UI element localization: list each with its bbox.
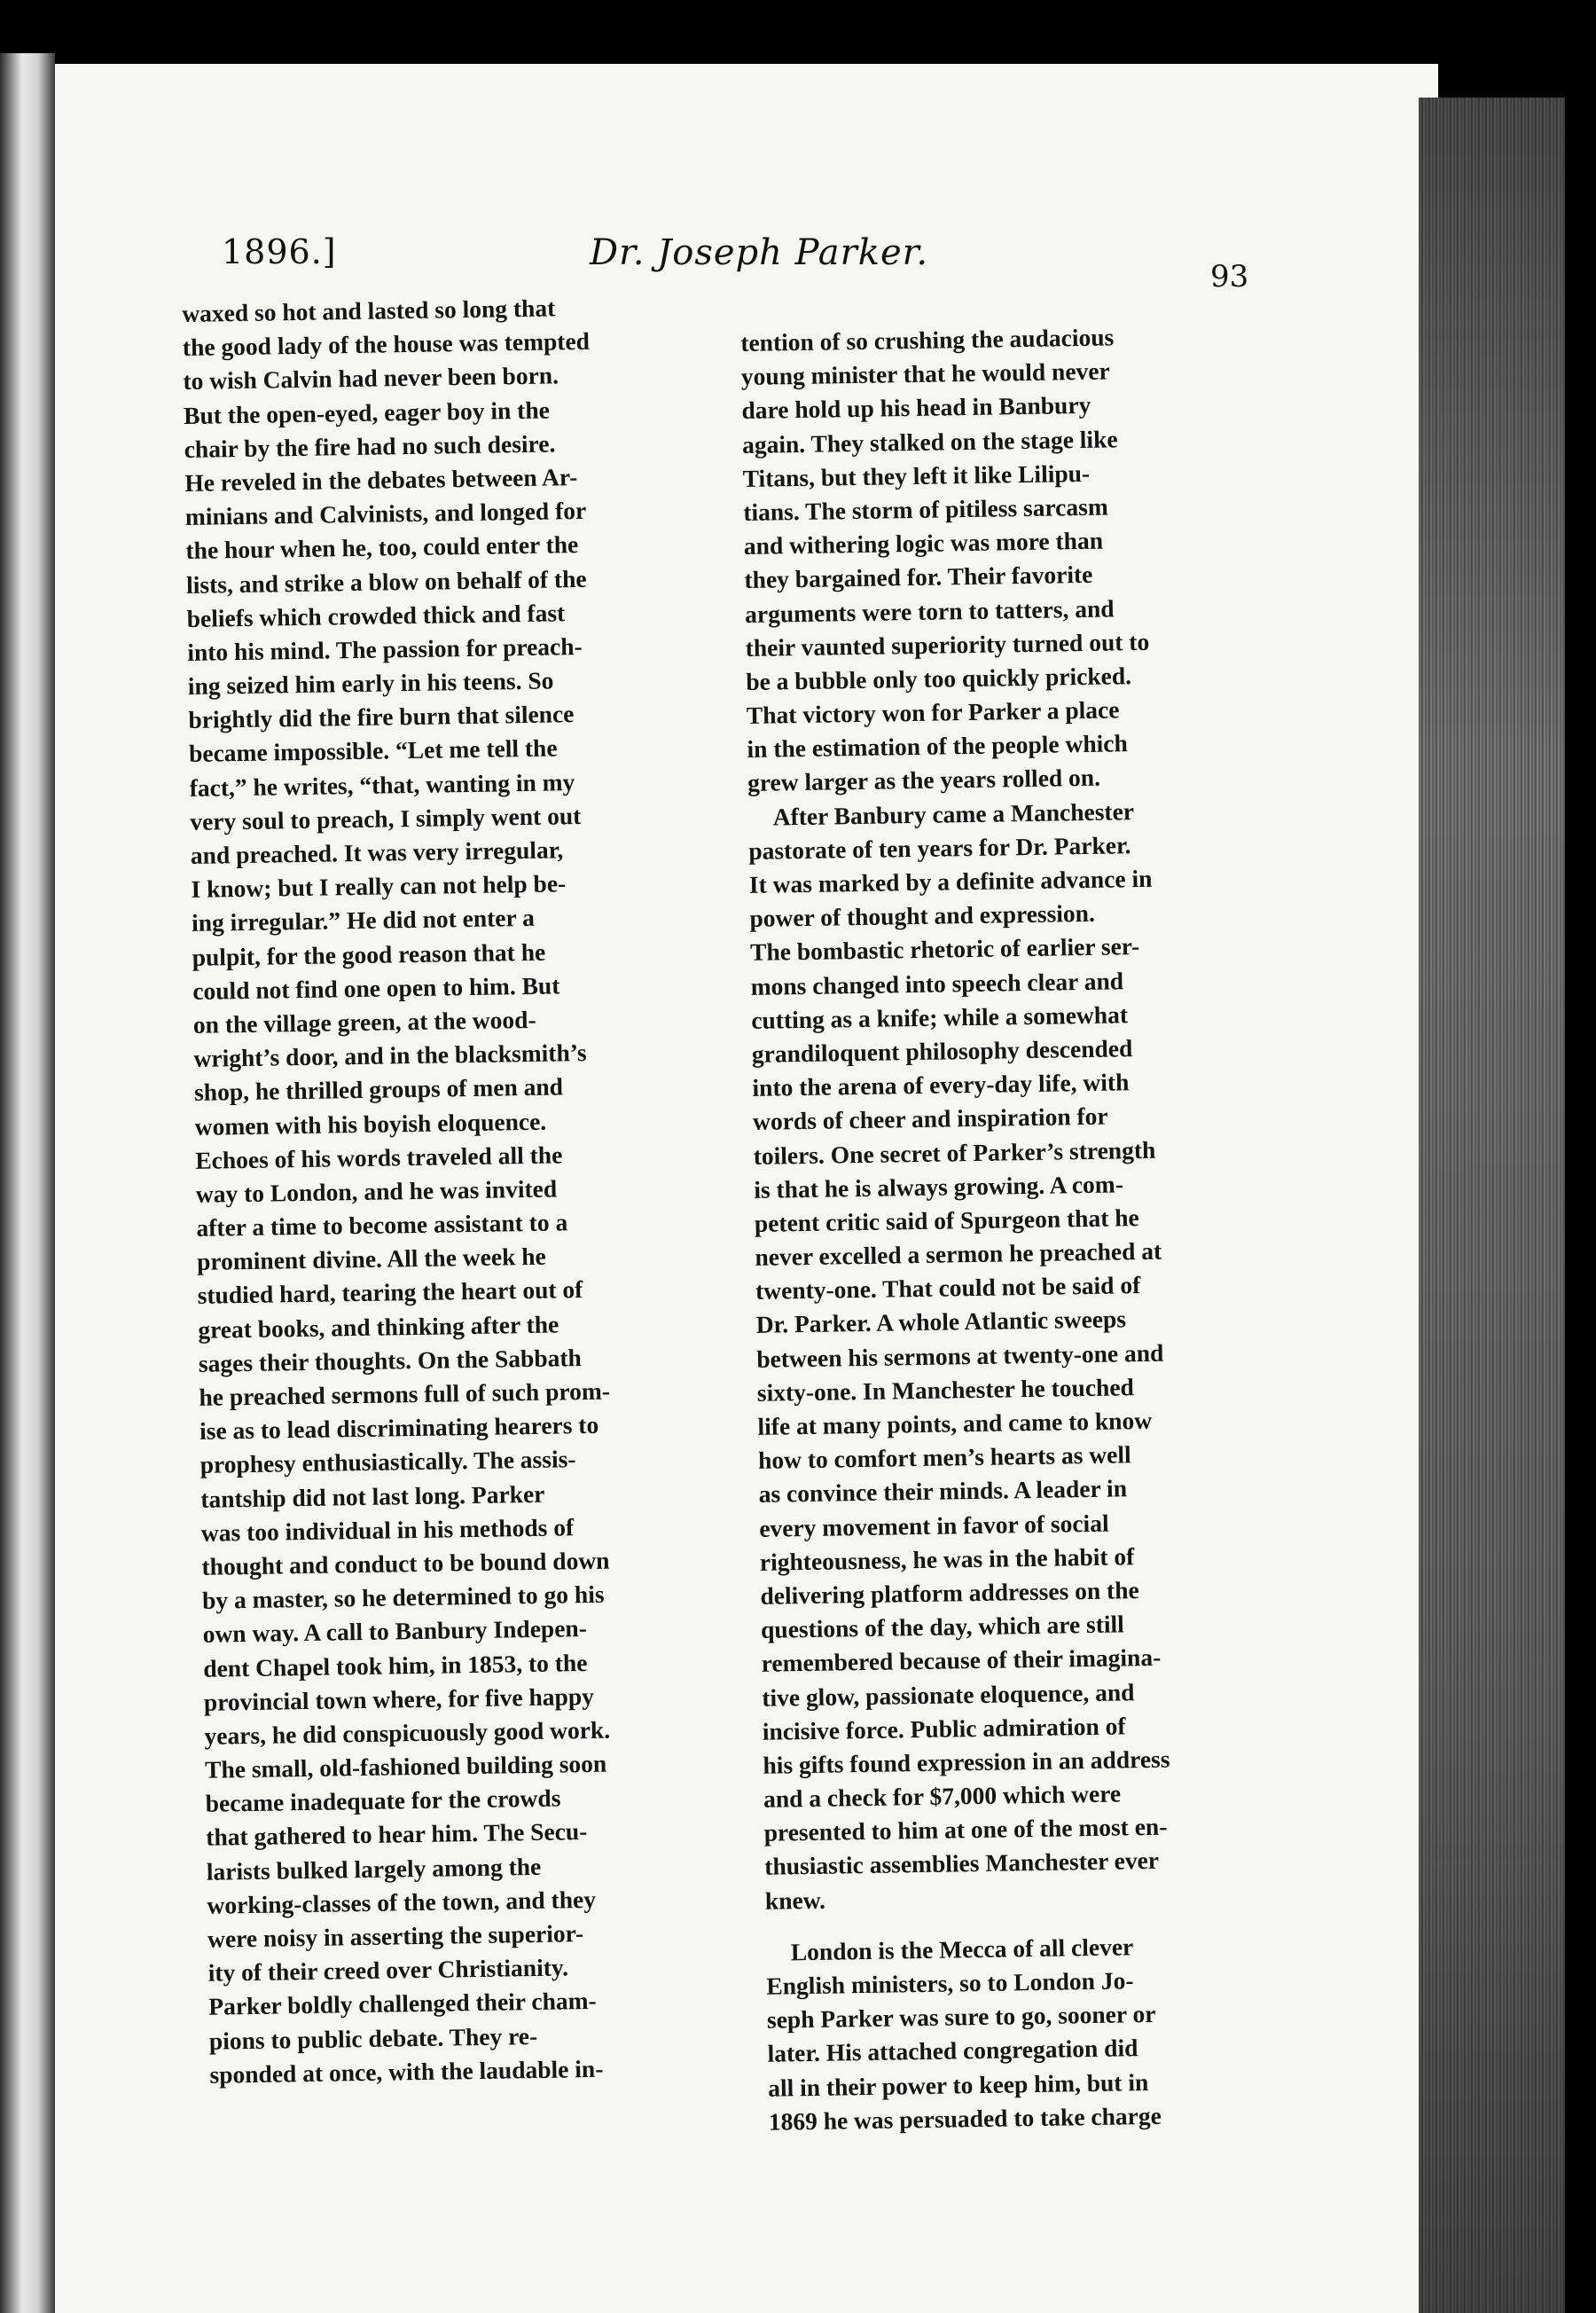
text-line: was too individual in his methods of	[200, 1512, 575, 1547]
text-line: toilers. One secret of Parker’s strength	[753, 1135, 1156, 1170]
text-line: lists, and strike a blow on behalf of the	[185, 564, 587, 599]
text-line: as convince their minds. A leader in	[758, 1474, 1128, 1509]
text-line: provincial town where, for five happy	[203, 1682, 595, 1716]
text-line: is that he is always growing. A com-	[754, 1170, 1124, 1204]
text-line: tention of so crushing the audacious	[740, 323, 1115, 357]
text-line: between his sermons at twenty-one and	[756, 1338, 1164, 1373]
text-line: pions to public debate. They re-	[208, 2021, 538, 2055]
text-line: in the estimation of the people which	[747, 729, 1128, 764]
text-line: questions of the day, which are still	[760, 1610, 1125, 1643]
text-line: became inadequate for the crowds	[205, 1784, 561, 1818]
text-line: beliefs which crowded thick and fast	[186, 598, 566, 632]
book-left-edge	[0, 53, 55, 2313]
text-line: tantship did not last long. Parker	[200, 1479, 545, 1513]
text-line: way to London, and he was invited	[195, 1174, 558, 1208]
text-line: brightly did the fire burn that silence	[188, 700, 575, 734]
text-line: It was marked by a definite advance in	[748, 864, 1153, 898]
text-line: dare hold up his head in Banbury	[741, 391, 1091, 425]
text-line: tians. The storm of pitiless sarcasm	[743, 492, 1108, 526]
text-line: the good lady of the house was tempted	[182, 326, 591, 362]
text-line: working-classes of the town, and they	[207, 1885, 597, 1919]
text-line: prophesy enthusiastically. The assis-	[200, 1445, 576, 1479]
text-line: twenty-one. That could not be said of	[755, 1271, 1141, 1305]
text-line: ise as to lead discriminating hearers to	[199, 1410, 599, 1446]
text-line: after a time to become assistant to a	[196, 1208, 568, 1242]
text-line: and preached. It was very irregular,	[190, 835, 564, 869]
text-line: seph Parker was sure to go, sooner or	[766, 2000, 1156, 2034]
text-line: that gathered to hear him. The Secu-	[206, 1817, 588, 1852]
text-line: ing seized him early in his teens. So	[187, 666, 554, 701]
text-line: they bargained for. Their favorite	[744, 561, 1093, 594]
text-line: But the open-eyed, eager boy in the	[183, 396, 551, 429]
text-line: young minister that he would never	[740, 357, 1110, 391]
text-line: I know; but I really can not help be-	[191, 869, 567, 904]
text-line: all in their power to keep him, but in	[767, 2067, 1149, 2102]
text-line: sponded at once, with the laudable in-	[209, 2054, 604, 2089]
text-line: Parker boldly challenged their cham-	[208, 1987, 597, 2021]
text-line: their vaunted superiority turned out to	[745, 627, 1150, 662]
right-column	[740, 318, 1265, 2138]
text-line: Dr. Parker. A whole Atlantic sweeps	[755, 1305, 1127, 1339]
left-column	[182, 289, 742, 2092]
text-line: later. His attached congregation did	[767, 2034, 1138, 2068]
text-line: thought and conduct to be bound down	[201, 1546, 610, 1580]
text-line: into the arena of every-day life, with	[752, 1068, 1130, 1102]
text-line: years, he did conspicuously good work.	[204, 1715, 611, 1750]
text-line: larists bulked largely among the	[206, 1852, 542, 1886]
text-line: and a check for $7,000 which were	[763, 1779, 1122, 1813]
text-line: London is the Mecca of all clever	[790, 1933, 1134, 1966]
text-line: That victory won for Parker a place	[746, 695, 1120, 730]
text-line: were noisy in asserting the superior-	[207, 1919, 584, 1953]
text-line: cutting as a knife; while a somewhat	[751, 1000, 1129, 1034]
text-line: dent Chapel took him, in 1853, to the	[203, 1648, 588, 1682]
text-line: to wish Calvin had never been born.	[183, 361, 559, 396]
text-line: grew larger as the years rolled on.	[747, 764, 1101, 797]
text-line: how to comfort men’s hearts as well	[757, 1440, 1131, 1475]
text-line: sages their thoughts. On the Sabbath	[198, 1343, 583, 1377]
text-line: be a bubble only too quickly pricked.	[746, 661, 1132, 695]
text-line: studied hard, tearing the heart out of	[197, 1275, 583, 1310]
header-year: 1896.]	[222, 232, 337, 271]
text-line: never excelled a sermon he preached at	[755, 1236, 1162, 1271]
text-line: The bombastic rhetoric of earlier ser-	[749, 932, 1140, 967]
text-line: ing irregular.” He did not enter a	[191, 904, 536, 937]
text-line: incisive force. Public admiration of	[762, 1712, 1126, 1745]
text-line: waxed so hot and lasted so long that	[182, 294, 556, 327]
text-line: shop, he thrilled groups of men and	[193, 1072, 564, 1107]
text-line: grandiloquent philosophy descended	[751, 1034, 1133, 1068]
text-line: After Banbury came a Manchester	[772, 796, 1135, 831]
text-line: every movement in favor of social	[759, 1509, 1109, 1542]
text-line: by a master, so he determined to go his	[201, 1580, 605, 1614]
page-number: 93	[1210, 259, 1249, 294]
text-line: He reveled in the debates between Ar-	[184, 462, 578, 497]
text-line: knew.	[764, 1886, 826, 1915]
text-line: on the village green, at the wood-	[192, 1005, 536, 1039]
text-line: The small, old-fashioned building soon	[204, 1749, 607, 1784]
text-line: words of cheer and inspiration for	[752, 1102, 1108, 1136]
text-line: petent critic said of Spurgeon that he	[754, 1203, 1139, 1237]
text-line: Echoes of his words traveled all the	[195, 1141, 563, 1174]
text-line: could not find one open to him. But	[192, 971, 560, 1005]
text-line: pulpit, for the good reason that he	[192, 937, 546, 971]
running-title: Dr. Joseph Parker.	[590, 232, 929, 273]
text-line: the hour when he, too, could enter the	[185, 530, 579, 565]
text-line: his gifts found expression in an address	[763, 1745, 1170, 1779]
text-line: prominent divine. All the week he	[196, 1242, 546, 1276]
text-line: he preached sermons full of such prom-	[199, 1376, 611, 1411]
text-line: very soul to preach, I simply went out	[190, 801, 582, 835]
book-page-edges	[1419, 98, 1565, 2313]
text-line: great books, and thinking after the	[198, 1310, 559, 1344]
text-line: chair by the fire had no such desire.	[184, 429, 556, 463]
text-line: ity of their creed over Christianity.	[207, 1953, 569, 1987]
text-line: remembered because of their imagina-	[761, 1643, 1162, 1678]
text-line: pastorate of ten years for Dr. Parker.	[748, 830, 1131, 865]
text-line: thusiastic assemblies Manchester ever	[764, 1846, 1160, 1881]
text-line: life at many points, and came to know	[757, 1406, 1153, 1440]
text-line: English ministers, so to London Jo-	[766, 1966, 1134, 2000]
text-line: into his mind. The passion for preach-	[187, 631, 583, 666]
text-line: women with his boyish eloquence.	[194, 1107, 547, 1141]
text-line: and withering logic was more than	[743, 526, 1104, 561]
text-line: sixty-one. In Manchester he touched	[756, 1372, 1135, 1407]
text-line: fact,” he writes, “that, wanting in my	[189, 767, 575, 802]
text-line: minians and Calvinists, and longed for	[184, 496, 587, 531]
text-line: mons changed into speech clear and	[750, 966, 1124, 1000]
page-header	[222, 232, 1259, 294]
text-line: became impossible. “Let me tell the	[188, 733, 558, 768]
text-line: 1869 he was persuaded to take charge	[768, 2101, 1162, 2136]
text-line: tive glow, passionate eloquence, and	[762, 1677, 1135, 1712]
text-line: own way. A call to Banbury Indepen-	[202, 1614, 588, 1649]
text-line: wright’s door, and in the blacksmith’s	[193, 1039, 587, 1073]
text-line: arguments were torn to tatters, and	[744, 593, 1115, 628]
text-line: Titans, but they left it like Lilipu-	[742, 459, 1091, 492]
text-line: delivering platform addresses on the	[760, 1576, 1139, 1610]
text-line: righteousness, he was in the habit of	[759, 1541, 1135, 1576]
text-line: power of thought and expression.	[749, 898, 1096, 933]
text-line: again. They stalked on the stage like	[741, 424, 1118, 459]
text-line: presented to him at one of the most en-	[763, 1812, 1168, 1847]
